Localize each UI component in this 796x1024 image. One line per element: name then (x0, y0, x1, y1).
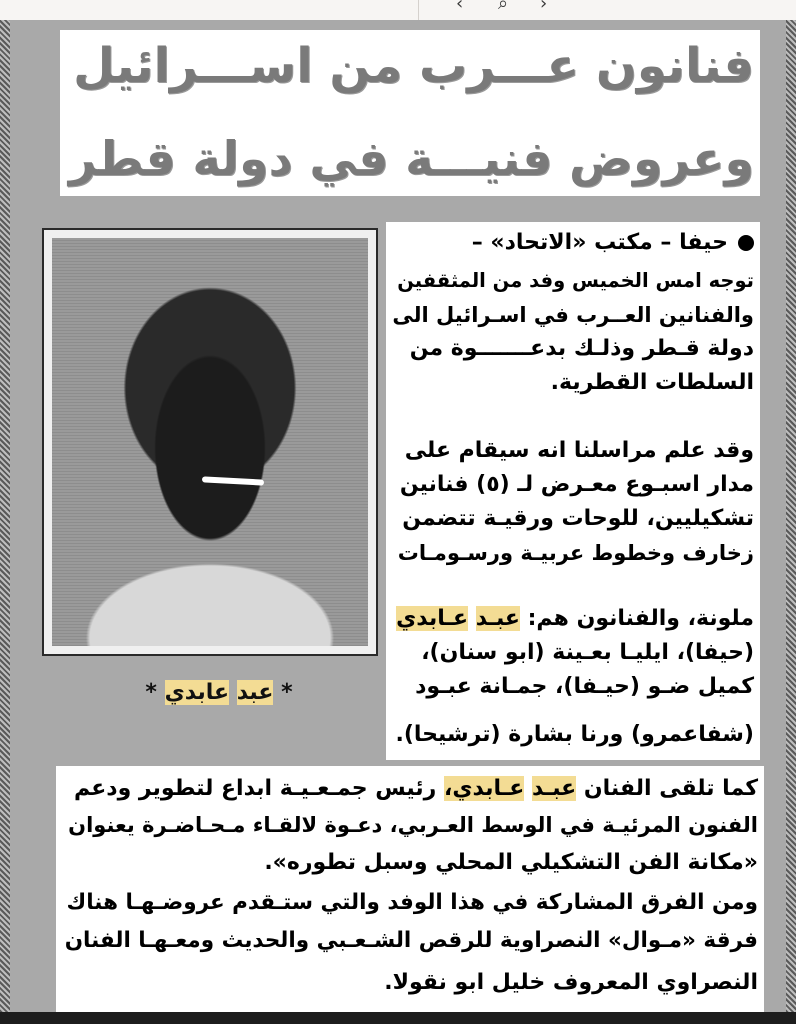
column-line: (حيفا)، ايليـا بعـينة (ابو سنان)، (421, 640, 754, 665)
column-line: (شفاعمرو) ورنا بشارة (ترشيحا). (395, 722, 754, 747)
page-border-right (786, 20, 796, 1012)
bottom-line-4: ومن الفرق المشاركة في هذا الوفد والتي ستـقدم عروضـهـا هناك (66, 890, 758, 915)
bottom-line-1-suffix: رئيس جمـعـيـة ابداع لتطوير ودعم (74, 776, 444, 801)
names-prefix: ملونة، والفنانون هم: (519, 606, 754, 631)
caption-suffix: * (145, 680, 165, 705)
column-line-names (396, 602, 754, 636)
column-line: كميل ضـو (حيـفا)، جمـانة عبـود (415, 674, 754, 699)
headline-line-2: وعروض فنيـــة في دولة قطر (68, 132, 754, 187)
toolbar-divider (418, 0, 419, 20)
photo-highlight (202, 476, 264, 485)
headline-box (60, 30, 760, 196)
bottom-line-2: الفنون المرئيـة في الوسط العـربي، دعـوة لالقـاء مـحـاضـرة يعنوان (68, 813, 758, 837)
column-line: مدار اسبـوع معـرض لـ (٥) فنانين (399, 472, 754, 497)
column-line: السلطات القطرية. (550, 370, 754, 395)
bottom-line-3: «مكانة الفن التشكيلي المحلي وسبل تطوره». (264, 850, 758, 875)
bullet-icon (738, 235, 754, 251)
portrait-photo (52, 238, 368, 646)
caption-name-second: عابدي (164, 680, 230, 705)
caption-prefix: * (273, 680, 293, 705)
article-column (386, 222, 760, 760)
bottom-line-6: النصراوي المعروف خليل ابو نقولا. (384, 970, 758, 995)
search-icon[interactable]: ⌕ (498, 0, 509, 14)
article-bottom-section (56, 766, 764, 1012)
column-line: وقد علم مراسلنا انه سيقام على (404, 438, 754, 463)
column-line: دولة قـطر وذلـك بدعـــــــوة من (409, 336, 754, 361)
page-border-left (0, 20, 10, 1012)
bottom-line-1-prefix: كما تلقى الفنان (576, 776, 758, 801)
headline-line-1: فنانون عـــرب من اســـرائيل (73, 38, 754, 94)
byline (472, 226, 754, 260)
portrait-photo-frame (42, 228, 378, 656)
column-line: والفنانين العــرب في اسـرائيل الى (392, 303, 754, 327)
highlighted-name-second: عـابدي (396, 606, 469, 631)
highlighted-name-second: عـابدي، (443, 776, 525, 801)
viewer-toolbar (0, 0, 796, 21)
byline-text: حيفا – مكتب «الاتحاد» – (471, 230, 728, 255)
next-arrow-icon[interactable]: › (540, 0, 548, 14)
previous-arrow-icon[interactable]: ‹ (456, 0, 464, 14)
bottom-line-5: فرقة «مـوال» النصراوية للرقص الشـعـبي والحديث ومعـهـا الفنان (64, 928, 758, 953)
bottom-line-1 (74, 772, 758, 806)
column-line: تشكيليين، للوحات ورقيـة تتضمن (402, 506, 754, 531)
viewer-bottom-bar (0, 1012, 796, 1024)
highlighted-name-first: عبـد (475, 606, 520, 631)
caption-name-first: عبد (236, 680, 274, 705)
column-line: توجه امس الخميس وفد من المثقفين (397, 269, 754, 292)
highlighted-name-first: عبـد (531, 776, 577, 801)
photo-caption (124, 676, 314, 710)
column-line: زخارف وخطوط عربيـة ورسـومـات (397, 541, 754, 565)
